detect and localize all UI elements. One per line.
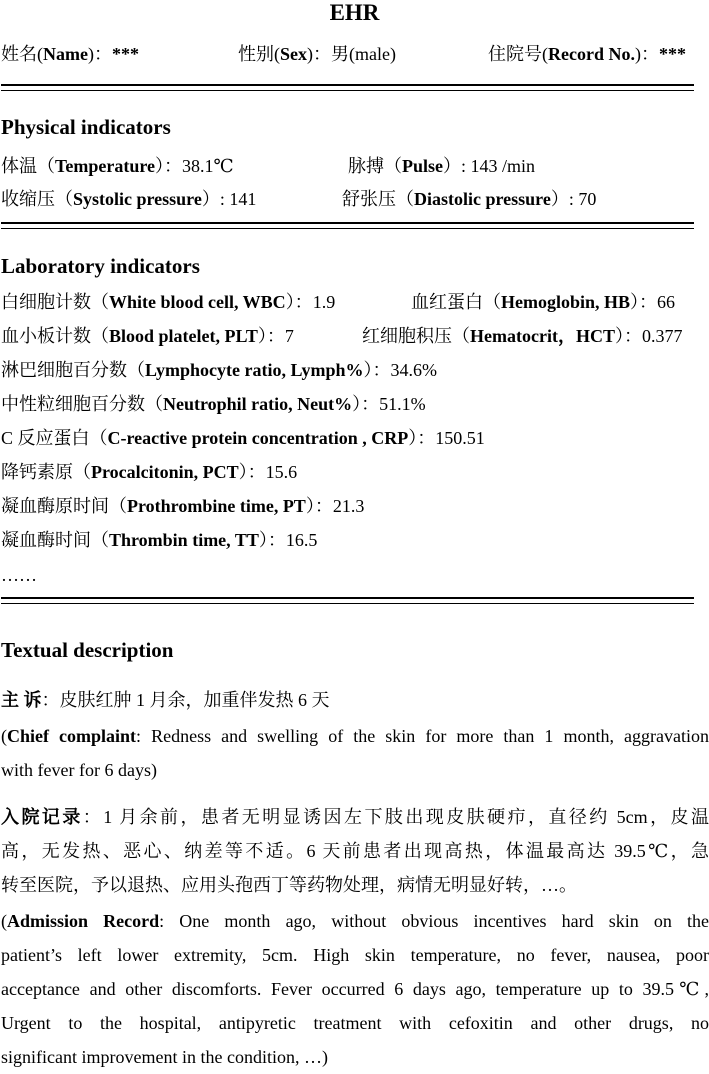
pt-label-en: Prothrombine time, PT (127, 496, 306, 516)
tt-label-en: Thrombin time, TT (109, 530, 259, 550)
chief-complaint-en (1, 719, 709, 787)
temperature-label-cn: 体温 (1, 156, 37, 176)
admission-cn-line-3: 转至医院，予以退热、应用头孢西丁等药物处理，病情无明显好转，…。 (1, 875, 577, 895)
pct-value: 15.6 (265, 462, 298, 482)
wbc-value: 1.9 (312, 292, 336, 312)
pct-label-cn: 降钙素原 (1, 462, 73, 482)
admission-en-line-5: significant improvement in the condition, …) (1, 1047, 328, 1067)
hct-row: 红细胞积压（Hematocrit，HCT）：0.377 (362, 326, 683, 346)
lab-ellipsis: …… (1, 565, 37, 585)
systolic-value: 141 (229, 189, 257, 209)
section-divider (1, 222, 694, 229)
pulse-row: 脉搏（Pulse）: 143 /min (348, 156, 536, 176)
pct-row: 降钙素原（Procalcitonin, PCT）：15.6 (1, 462, 298, 482)
complaint-text-cn: 皮肤红肿 1 月余，加重伴发热 6 天 (59, 690, 330, 710)
sex-label-en: Sex (280, 44, 307, 64)
lymph-value: 34.6% (390, 360, 438, 380)
diastolic-label-cn: 舒张压 (342, 189, 396, 209)
textual-heading: Textual description (1, 638, 174, 662)
neut-label-en: Neutrophil ratio, Neut% (163, 394, 353, 414)
neut-value: 51.1% (379, 394, 426, 414)
hct-value: 0.377 (641, 326, 683, 346)
diastolic-label-en: Diastolic pressure (414, 189, 551, 209)
admission-en-line-4: Urgent to the hospital, antipyretic treatment with cefoxitin and other drugs, no (1, 1013, 709, 1033)
pt-row: 凝血酶原时间（Prothrombine time, PT）：21.3 (1, 496, 365, 516)
lymph-row: 淋巴细胞百分数（Lymphocyte ratio, Lymph%）：34.6% (1, 360, 438, 380)
hb-label-en: Hemoglobin, HB (501, 292, 631, 312)
crp-value: 150.51 (435, 428, 485, 448)
tt-label-cn: 凝血酶时间 (1, 530, 91, 550)
hb-row: 血红蛋白（Hemoglobin, HB）：66 (411, 292, 676, 312)
plt-label-en: Blood platelet, PLT (109, 326, 258, 346)
hb-label-cn: 血红蛋白 (411, 292, 483, 312)
hct-label-cn: 红细胞积压 (362, 326, 452, 346)
admission-en-text-1: : One month ago, without obvious incentives hard skin on the (159, 911, 709, 931)
admission-record-cn (1, 800, 709, 902)
admission-cn-line-2: 高，无发热、恶心、纳差等不适。6 天前患者出现高热，体温最高达 39.5℃，急 (1, 841, 709, 861)
diastolic-value: 70 (578, 189, 597, 209)
lymph-label-en: Lymphocyte ratio, Lymph% (145, 360, 364, 380)
name-label-en: Name (43, 44, 88, 64)
systolic-label-cn: 收缩压 (1, 189, 55, 209)
plt-row: 血小板计数（Blood platelet, PLT）：7 (1, 326, 294, 346)
tt-row: 凝血酶时间（Thrombin time, TT）：16.5 (1, 530, 318, 550)
hct-label-en: Hematocrit，HCT (470, 326, 615, 346)
admission-en-line-2: patient’s left lower extremity, 5cm. High skin temperature, no fever, nausea, poor (1, 945, 709, 965)
temperature-value: 38.1℃ (181, 156, 234, 176)
pt-value: 21.3 (332, 496, 365, 516)
patient-sex: 性别(Sex)：男(male) (238, 44, 396, 64)
systolic-row: 收缩压（Systolic pressure）: 141 (1, 189, 257, 209)
chief-complaint-cn: 主 诉：皮肤红肿 1 月余，加重伴发热 6 天 (1, 690, 330, 710)
section-divider (1, 84, 694, 91)
admission-en-line-3: acceptance and other discomforts. Fever occurred 6 days ago, temperature up to 39.5℃, (1, 979, 709, 999)
sex-label-cn: 性别 (238, 44, 274, 64)
record-label-en: Record No. (548, 44, 635, 64)
wbc-label-en: White blood cell, WBC (109, 292, 286, 312)
wbc-row: 白细胞计数（White blood cell, WBC）：1.9 (1, 292, 336, 312)
patient-name: 姓名(Name)：*** (1, 44, 139, 64)
tt-value: 16.5 (285, 530, 318, 550)
plt-value: 7 (284, 326, 294, 346)
temperature-row: 体温（Temperature）：38.1℃ (1, 156, 234, 176)
complaint-en-line-2: with fever for 6 days) (1, 760, 157, 780)
admission-cn-line-1 (1, 800, 709, 834)
pulse-label-en: Pulse (402, 156, 444, 176)
temperature-label-en: Temperature (55, 156, 155, 176)
diastolic-row: 舒张压（Diastolic pressure）: 70 (342, 189, 597, 209)
crp-row: C 反应蛋白（C-reactive protein concentration , CRP）：150.51 (1, 428, 485, 448)
wbc-label-cn: 白细胞计数 (1, 292, 91, 312)
section-divider (1, 597, 694, 604)
record-value: *** (658, 44, 686, 64)
lab-heading: Laboratory indicators (1, 254, 200, 278)
complaint-label-cn: 主 诉 (1, 690, 42, 710)
name-label-cn: 姓名 (1, 44, 37, 64)
pulse-value: 143 /min (470, 156, 536, 176)
hb-value: 66 (657, 292, 676, 312)
admission-record-en (1, 904, 709, 1074)
document-title: EHR (329, 0, 380, 25)
record-label-cn: 住院号 (488, 44, 542, 64)
pt-label-cn: 凝血酶原时间 (1, 496, 109, 516)
name-value: *** (111, 44, 139, 64)
admission-en-line-1: (Admission Record: One month ago, without obvious incentives hard skin on the (1, 911, 709, 931)
neut-row: 中性粒细胞百分数（Neutrophil ratio, Neut%）：51.1% (1, 394, 426, 414)
physical-heading: Physical indicators (1, 115, 171, 139)
crp-label-en: C-reactive protein concentration , CRP (107, 428, 409, 448)
plt-label-cn: 血小板计数 (1, 326, 91, 346)
systolic-label-en: Systolic pressure (73, 189, 202, 209)
lymph-label-cn: 淋巴细胞百分数 (1, 360, 127, 380)
admission-label-cn: 入院记录 (1, 807, 83, 827)
complaint-en-line-1: (Chief complaint: Redness and swelling of the skin for more than 1 month, aggravation (1, 726, 709, 746)
patient-record: 住院号(Record No.)：*** (488, 44, 686, 64)
admission-cn-text-1: ：1 月余前，患者无明显诱因左下肢出现皮肤硬疖，直径约 5cm，皮温 (82, 807, 709, 827)
pulse-label-cn: 脉搏 (348, 156, 384, 176)
complaint-en-text-1: : Redness and swelling of the skin for more than 1 month, aggravation (136, 726, 709, 746)
complaint-label-en: Chief complaint (7, 726, 137, 746)
admission-label-en: Admission Record (7, 911, 160, 931)
crp-label-cn: C 反应蛋白 (1, 428, 90, 448)
pct-label-en: Procalcitonin, PCT (91, 462, 239, 482)
neut-label-cn: 中性粒细胞百分数 (1, 394, 145, 414)
sex-value: 男(male) (331, 44, 396, 64)
